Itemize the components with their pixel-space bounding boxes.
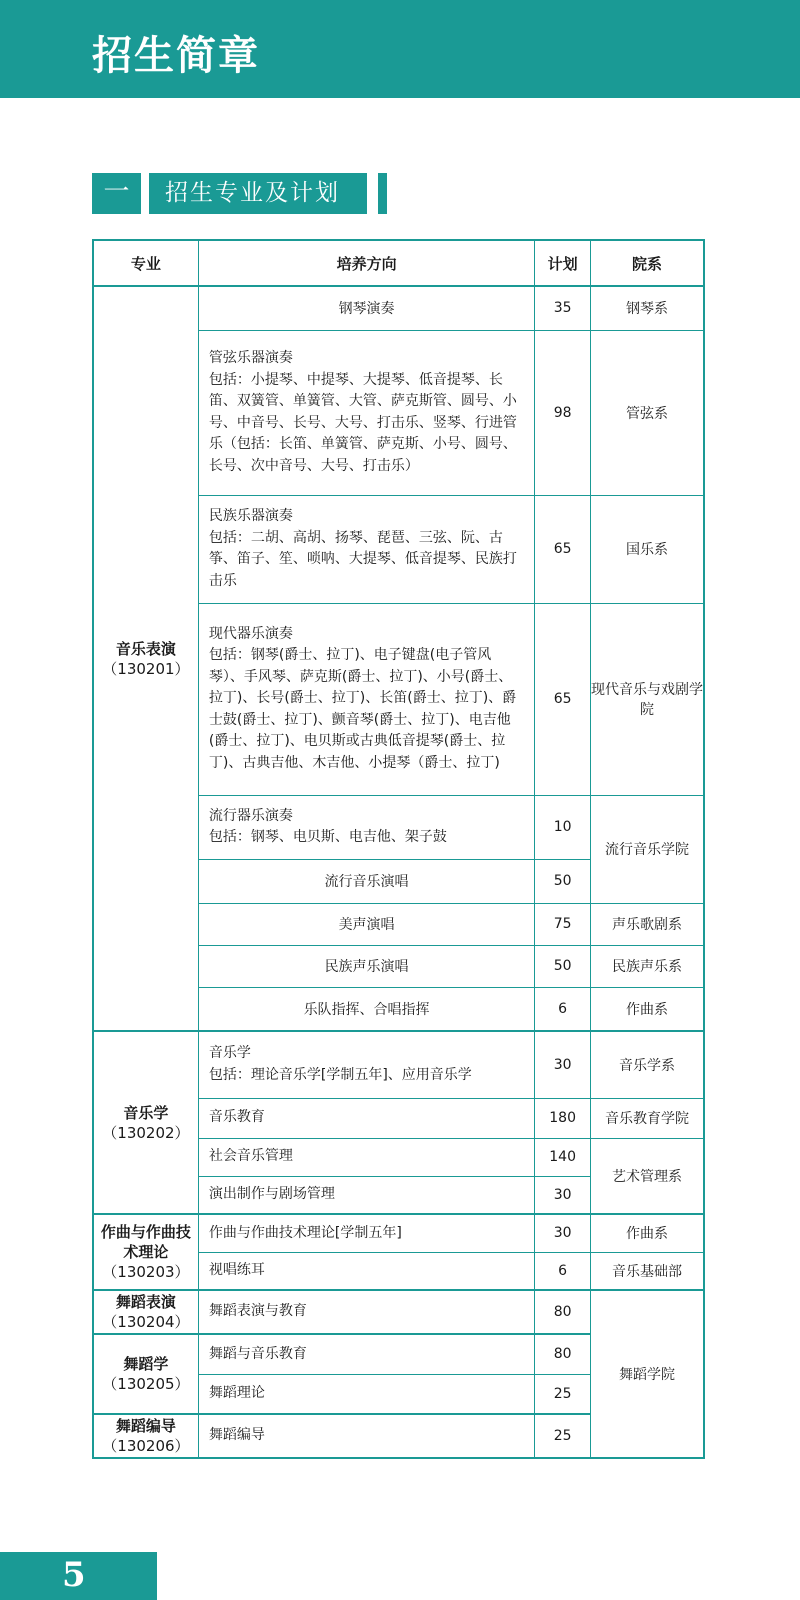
direction-title: 管弦乐器演奏 bbox=[208, 350, 293, 366]
header-direction: 培养方向 bbox=[198, 240, 534, 286]
table-row bbox=[93, 1214, 704, 1252]
plan-cell: 80 bbox=[535, 1334, 591, 1374]
direction-cell: 演出制作与剧场管理 bbox=[198, 1176, 534, 1214]
page-number-badge bbox=[0, 1552, 157, 1600]
table-row bbox=[93, 1031, 704, 1098]
dept-cell: 舞蹈学院 bbox=[590, 1290, 704, 1458]
section-number: 一 bbox=[92, 173, 141, 214]
header-dept: 院系 bbox=[590, 240, 704, 286]
major-name: 舞蹈表演 bbox=[115, 1293, 176, 1311]
dept-cell: 音乐学系 bbox=[590, 1031, 704, 1098]
table-header-row bbox=[93, 240, 704, 286]
major-cell bbox=[93, 1031, 198, 1214]
dept-cell: 音乐教育学院 bbox=[590, 1098, 704, 1138]
direction-cell: 舞蹈与音乐教育 bbox=[198, 1334, 534, 1374]
major-cell bbox=[93, 1334, 198, 1414]
direction-cell: 民族声乐演唱 bbox=[198, 945, 534, 987]
plan-cell: 35 bbox=[535, 286, 591, 330]
plan-cell: 65 bbox=[535, 495, 591, 603]
dept-cell: 声乐歌剧系 bbox=[590, 903, 704, 945]
major-cell bbox=[93, 286, 198, 1031]
major-name: 作曲与作曲技术理论 bbox=[100, 1223, 191, 1261]
direction-cell: 社会音乐管理 bbox=[198, 1138, 534, 1176]
direction-cell: 视唱练耳 bbox=[198, 1252, 534, 1290]
direction-title: 音乐学 bbox=[208, 1045, 251, 1062]
dept-cell: 民族声乐系 bbox=[590, 945, 704, 987]
dept-cell: 流行音乐学院 bbox=[590, 795, 704, 903]
major-code: （130203） bbox=[102, 1263, 190, 1281]
plan-cell: 98 bbox=[535, 330, 591, 495]
direction-cell bbox=[198, 603, 534, 795]
direction-cell: 钢琴演奏 bbox=[198, 286, 534, 330]
plan-cell: 25 bbox=[535, 1414, 591, 1458]
direction-cell: 乐队指挥、合唱指挥 bbox=[198, 987, 534, 1031]
major-name: 舞蹈学 bbox=[123, 1355, 169, 1373]
major-code: （130205） bbox=[102, 1375, 190, 1393]
direction-title: 流行器乐演奏 bbox=[208, 807, 293, 824]
plan-cell: 10 bbox=[535, 795, 591, 859]
page-title: 招生简章 bbox=[92, 32, 260, 79]
direction-cell: 音乐教育 bbox=[198, 1098, 534, 1138]
dept-cell: 管弦系 bbox=[590, 330, 704, 495]
direction-cell bbox=[198, 495, 534, 603]
direction-cell: 作曲与作曲技术理论[学制五年] bbox=[198, 1214, 534, 1252]
direction-cell: 美声演唱 bbox=[198, 903, 534, 945]
enrollment-table bbox=[92, 239, 705, 1459]
dept-cell: 现代音乐与戏剧学院 bbox=[590, 603, 704, 795]
header-plan: 计划 bbox=[535, 240, 591, 286]
plan-cell: 140 bbox=[535, 1138, 591, 1176]
direction-cell: 流行音乐演唱 bbox=[198, 859, 534, 903]
plan-cell: 30 bbox=[535, 1176, 591, 1214]
plan-cell: 50 bbox=[535, 945, 591, 987]
major-code: （130204） bbox=[102, 1313, 190, 1331]
direction-cell: 舞蹈编导 bbox=[198, 1414, 534, 1458]
major-cell bbox=[93, 1290, 198, 1334]
major-name: 音乐表演 bbox=[115, 639, 176, 658]
plan-cell: 180 bbox=[535, 1098, 591, 1138]
major-cell bbox=[93, 1214, 198, 1290]
major-name: 音乐学 bbox=[123, 1103, 169, 1122]
dept-cell: 艺术管理系 bbox=[590, 1138, 704, 1214]
plan-cell: 6 bbox=[535, 1252, 591, 1290]
direction-detail: 包括：钢琴、电贝斯、电吉他、架子鼓 bbox=[208, 829, 447, 845]
section-bar-decoration bbox=[378, 173, 387, 214]
major-name: 舞蹈编导 bbox=[115, 1417, 176, 1435]
major-code: （130201） bbox=[102, 659, 190, 678]
direction-title: 现代器乐演奏 bbox=[208, 625, 293, 642]
direction-cell bbox=[198, 1031, 534, 1098]
plan-cell: 80 bbox=[535, 1290, 591, 1334]
major-cell bbox=[93, 1414, 198, 1458]
plan-cell: 30 bbox=[535, 1031, 591, 1098]
plan-cell: 30 bbox=[535, 1214, 591, 1252]
dept-cell: 作曲系 bbox=[590, 1214, 704, 1252]
dept-cell: 国乐系 bbox=[590, 495, 704, 603]
direction-cell bbox=[198, 795, 534, 859]
direction-detail: 包括：小提琴、中提琴、大提琴、低音提琴、长笛、双簧管、单簧管、大管、萨克斯管、圆号、小号、中音号、长号、大号、打击乐、竖琴、行进管乐（包括：长笛、单簧管、萨克斯、小号、圆号、长号、次中音号、大号、打击乐） bbox=[208, 371, 517, 474]
page-number: 5 bbox=[62, 1555, 86, 1595]
plan-cell: 50 bbox=[535, 859, 591, 903]
dept-cell: 钢琴系 bbox=[590, 286, 704, 330]
direction-cell: 舞蹈表演与教育 bbox=[198, 1290, 534, 1334]
direction-cell bbox=[198, 330, 534, 495]
direction-detail: 包括：理论音乐学[学制五年]、应用音乐学 bbox=[208, 1066, 472, 1083]
table-row bbox=[93, 1290, 704, 1334]
dept-cell: 作曲系 bbox=[590, 987, 704, 1031]
header-major: 专业 bbox=[93, 240, 198, 286]
plan-cell: 6 bbox=[535, 987, 591, 1031]
plan-cell: 65 bbox=[535, 603, 591, 795]
direction-cell: 舞蹈理论 bbox=[198, 1374, 534, 1414]
header-banner bbox=[0, 0, 800, 98]
table-row bbox=[93, 286, 704, 330]
section-title: 招生专业及计划 bbox=[149, 173, 367, 214]
major-code: （130202） bbox=[102, 1123, 190, 1142]
dept-cell: 音乐基础部 bbox=[590, 1252, 704, 1290]
major-code: （130206） bbox=[102, 1437, 190, 1455]
plan-cell: 25 bbox=[535, 1374, 591, 1414]
direction-detail: 包括：二胡、高胡、扬琴、琵琶、三弦、阮、古筝、笛子、笙、唢呐、大提琴、低音提琴、民族打击乐 bbox=[208, 529, 517, 589]
direction-title: 民族乐器演奏 bbox=[208, 508, 293, 524]
direction-detail: 包括：钢琴(爵士、拉丁)、电子键盘(电子管风琴）、手风琴、萨克斯(爵士、拉丁)、小号(爵士、拉丁)、长号(爵士、拉丁)、长笛(爵士、拉丁)、爵士鼓(爵士、拉丁)、颤音琴(爵士、拉丁)、电吉他(爵士、拉丁)、电贝斯或古典低音提琴(爵士、拉丁)、古典吉他、木吉他、小提琴（爵士、拉丁) bbox=[208, 647, 517, 771]
plan-cell: 75 bbox=[535, 903, 591, 945]
